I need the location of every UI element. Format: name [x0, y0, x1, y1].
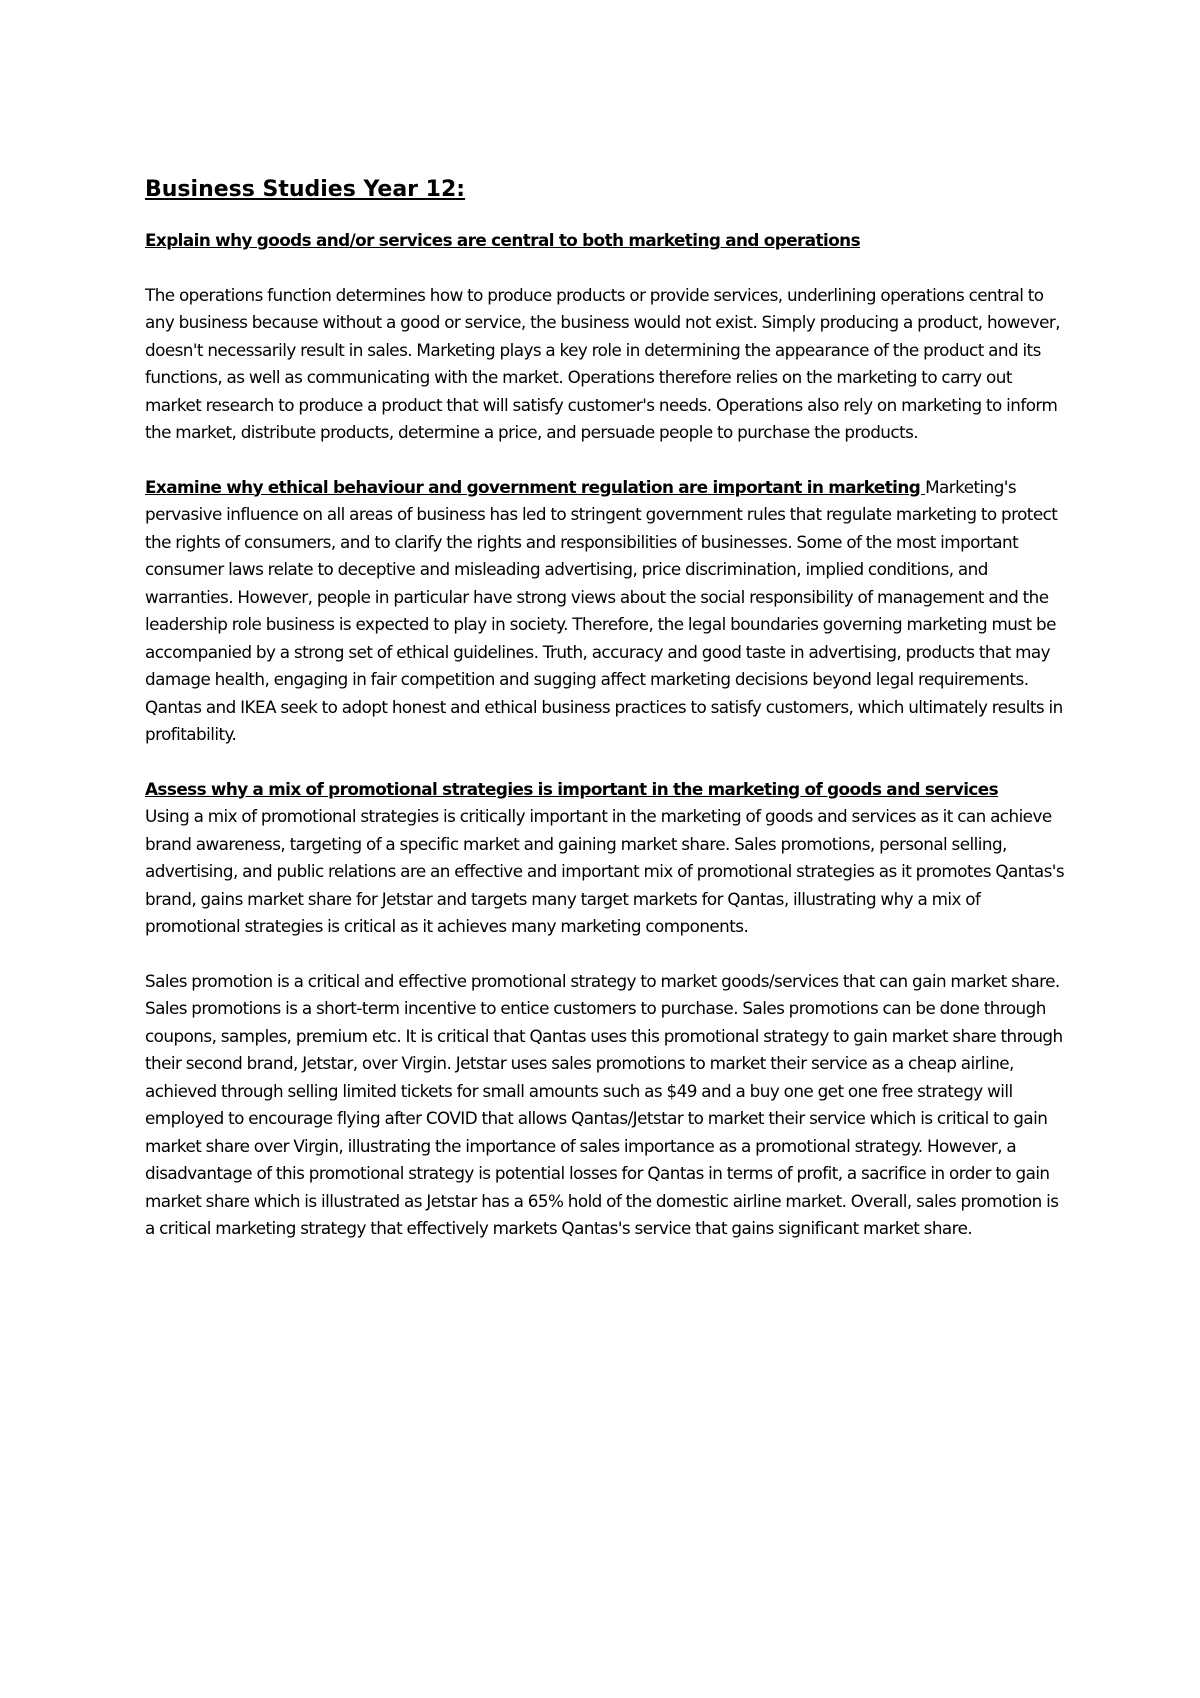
section3-heading: Assess why a mix of promotional strategies is important in the marketing of goods and services: [145, 778, 999, 799]
document-title: Business Studies Year 12:: [145, 177, 466, 202]
section2-heading: Examine why ethical behaviour and government regulation are important in marketing: [145, 476, 926, 497]
section4-body: Sales promotion is a critical and effective promotional strategy to market goods/services that can gain market share. Sales promotions is a short-term incentive to entice customers to purchase. Sales promotions can be done through coupons, samples, premium etc. It is critical that Qantas uses this promotional strategy to gain market share through their second brand, Jetstar, over Virgin. Jetstar uses sales promotions to market their service as a cheap airline, achieved through selling limited tickets for small amounts such as $49 and a buy one get one free strategy will employed to encourage flying after COVID that allows Qantas/Jetstar to market their service which is critical to gain market share over Virgin, illustrating the importance of sales importance as a promotional strategy. However, a disadvantage of this promotional strategy is potential losses for Qantas in terms of profit, a sacrifice in order to gain market share which is illustrated as Jetstar has a 65% hold of the domestic airline market. Overall, sales promotion is a critical marketing strategy that effectively markets Qantas's service that gains significant market share.: [145, 970, 1063, 1238]
section2-paragraph: [145, 474, 1065, 749]
section1-body: The operations function determines how to produce products or provide services, underlining operations central to any business because without a good or service, the business would not exist. Simply producing a product, however, doesn't necessarily result in sales. Marketing plays a key role in determining the appearance of the product and its functions, as well as communicating with the market. Operations therefore relies on the marketing to carry out market research to produce a product that will satisfy customer's needs. Operations also rely on marketing to inform the market, distribute products, determine a price, and persuade people to purchase the products.: [145, 284, 1060, 442]
document-page: [145, 175, 1065, 1270]
section2-body: Marketing's pervasive influence on all areas of business has led to stringent government rules that regulate marketing to protect the rights of consumers, and to clarify the rights and responsibilities of businesses. Some of the most important consumer laws relate to deceptive and misleading advertising, price discrimination, implied conditions, and warranties. However, people in particular have strong views about the social responsibility of management and the leadership role business is expected to play in society. Therefore, the legal boundaries governing marketing must be accompanied by a strong set of ethical guidelines. Truth, accuracy and good taste in advertising, products that may damage health, engaging in fair competition and sugging affect marketing decisions beyond legal requirements. Qantas and IKEA seek to adopt honest and ethical business practices to satisfy customers, which ultimately results in profitability.: [145, 476, 1063, 744]
section3-paragraph: [145, 776, 1065, 941]
section3-body: Using a mix of promotional strategies is critically important in the marketing of goods and services as it can achieve brand awareness, targeting of a specific market and gaining market share. Sales promotions, personal selling, advertising, and public relations are an effective and important mix of promotional strategies as it promotes Qantas's brand, gains market share for Jetstar and targets many target markets for Qantas, illustrating why a mix of promotional strategies is critical as it achieves many marketing components.: [145, 806, 1065, 936]
section1-heading: Explain why goods and/or services are central to both marketing and operations: [145, 230, 861, 250]
